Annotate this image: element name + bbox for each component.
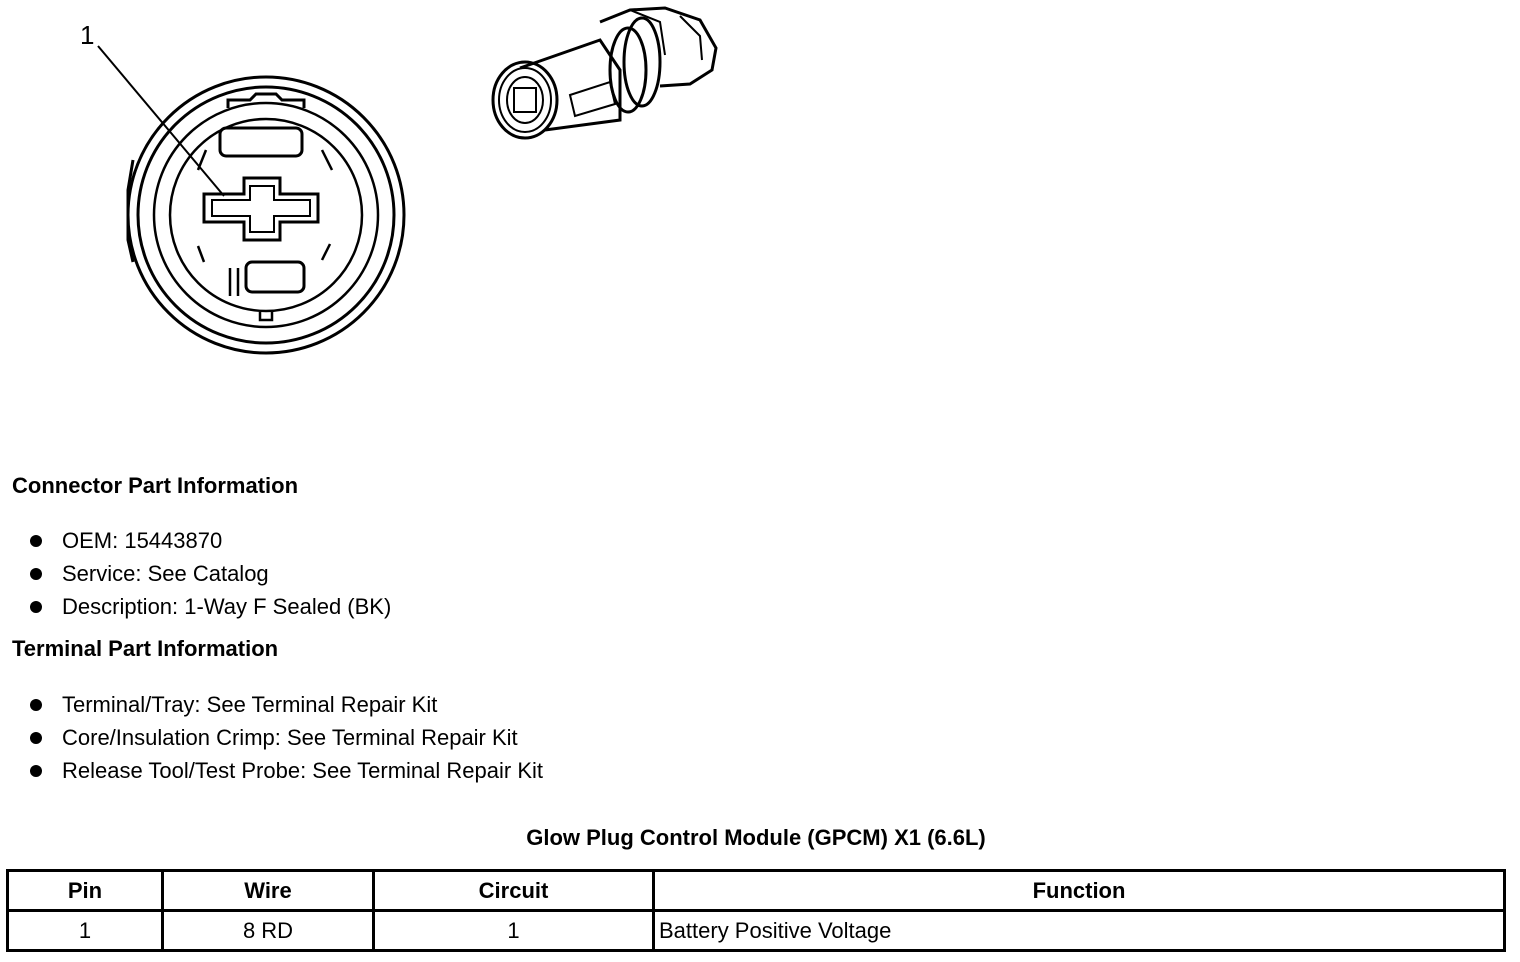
list-item-text: Release Tool/Test Probe: See Terminal Repair Kit [62,758,543,783]
connector-isometric-view [493,8,716,138]
connector-face-view [98,46,404,353]
table-title: Glow Plug Control Module (GPCM) X1 (6.6L) [526,825,986,850]
header-function: Function [654,871,1505,911]
cell-circuit: 1 [374,911,654,951]
list-item [28,690,543,723]
cell-wire: 8 RD [163,911,374,951]
list-item [28,592,391,625]
list-item [28,526,391,559]
cell-pin: 1 [8,911,163,951]
header-pin: Pin [8,871,163,911]
terminal-info-heading: Terminal Part Information [12,636,279,661]
list-item-text: Description: 1-Way F Sealed (BK) [62,594,392,619]
list-item [28,723,543,756]
bullet-icon [30,601,42,613]
bullet-icon [30,568,42,580]
header-circuit: Circuit [374,871,654,911]
pinout-table [6,869,1506,952]
cell-function: Battery Positive Voltage [654,911,1505,951]
bullet-icon [30,732,42,744]
list-item-text: Terminal/Tray: See Terminal Repair Kit [62,692,438,717]
connector-info-heading: Connector Part Information [12,473,299,498]
connector-diagram [0,0,760,370]
list-item-text: OEM: 15443870 [62,528,223,553]
list-item-text: Service: See Catalog [62,561,269,586]
bullet-icon [30,535,42,547]
bullet-icon [30,765,42,777]
bullet-icon [30,699,42,711]
terminal-info-list [28,690,543,789]
table-row [8,911,1505,951]
callout-label-1: 1 [80,20,95,50]
list-item [28,559,391,592]
table-header-row [8,871,1505,911]
header-wire: Wire [163,871,374,911]
list-item [28,756,543,789]
list-item-text: Core/Insulation Crimp: See Terminal Repair Kit [62,725,518,750]
connector-info-list [28,526,391,625]
